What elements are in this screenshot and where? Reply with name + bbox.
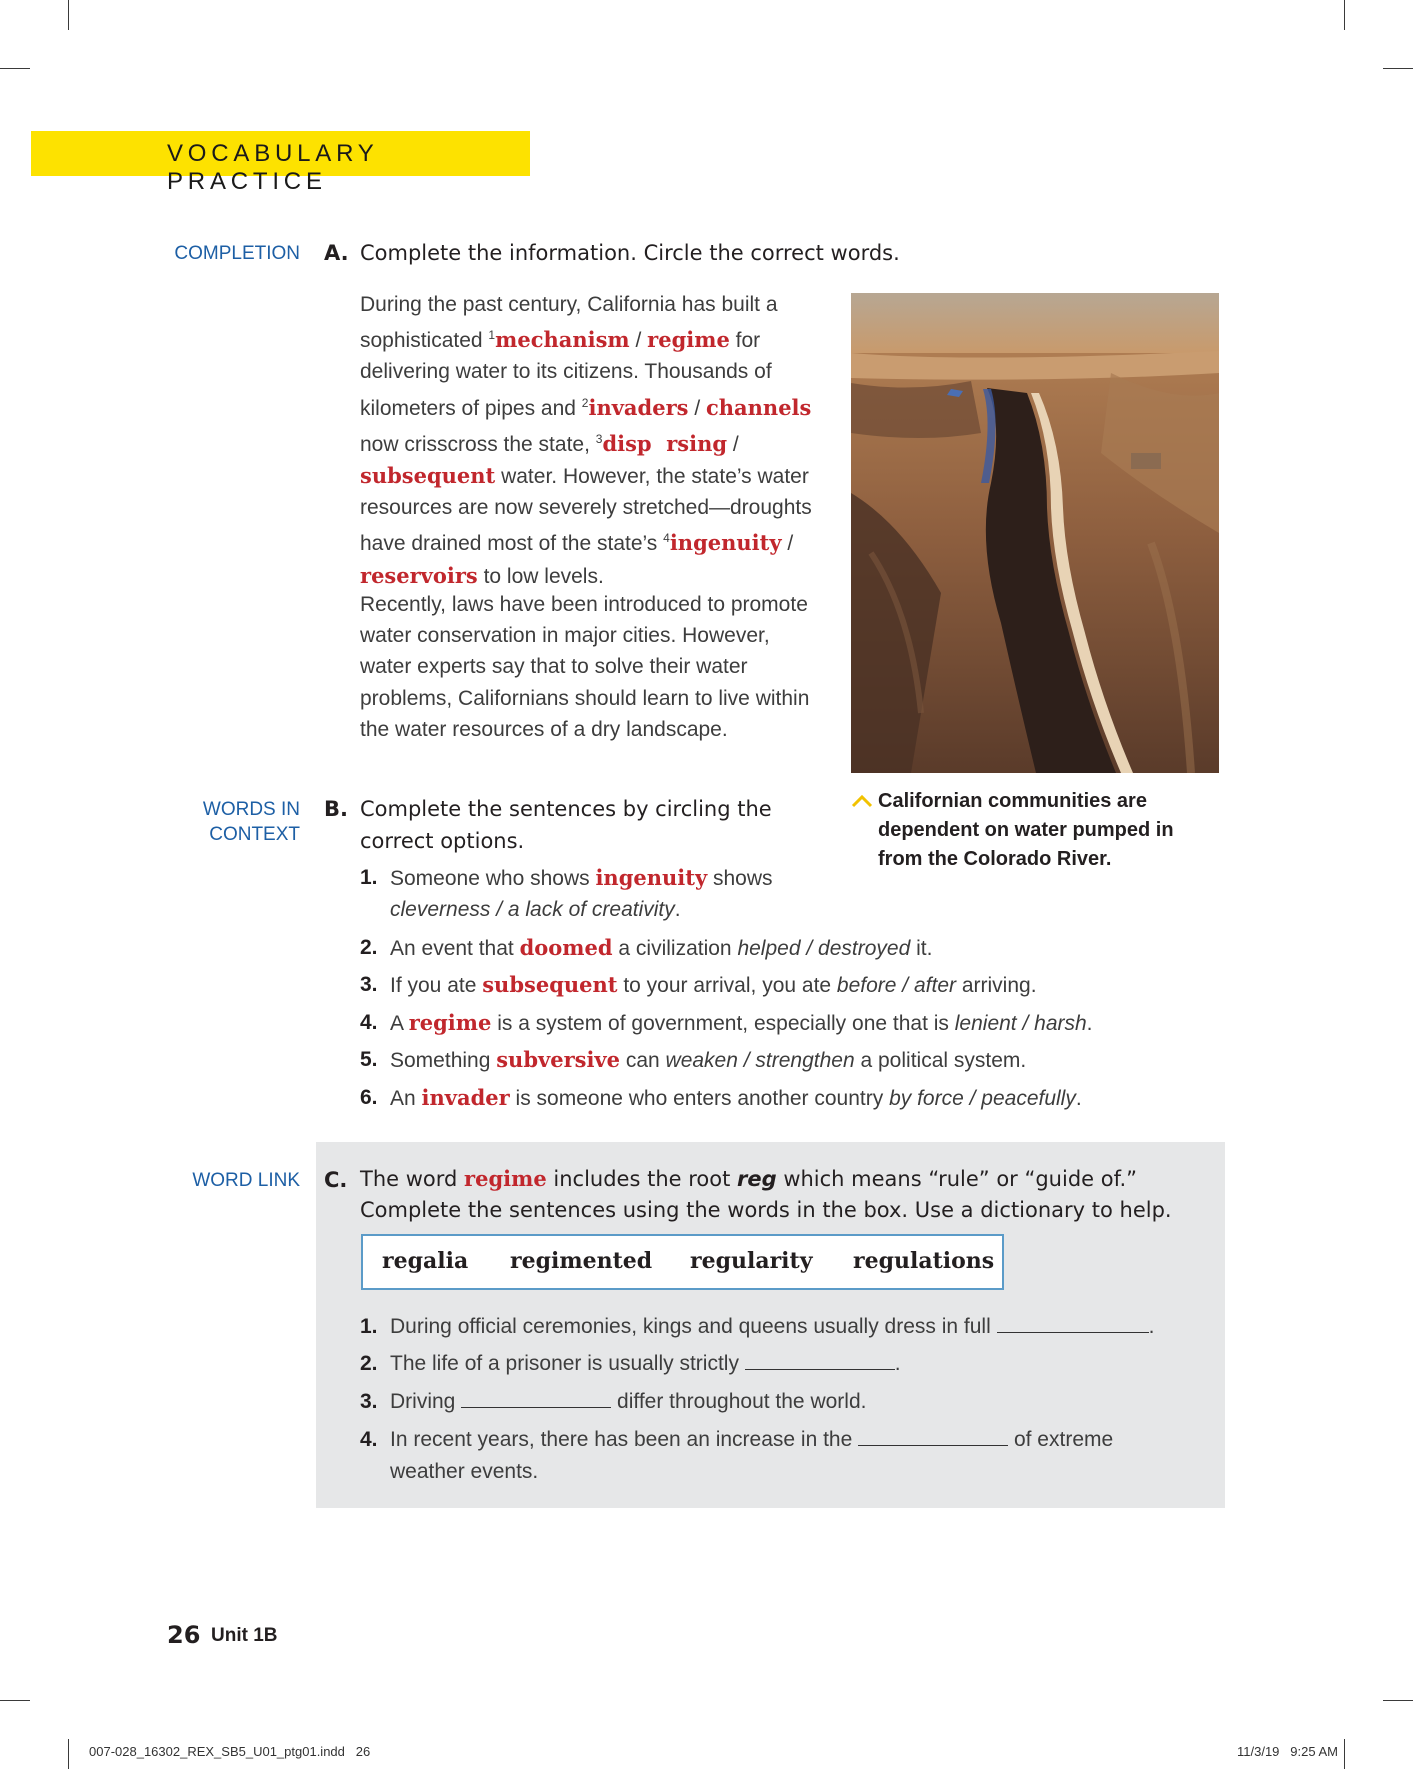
intro-text: which means “rule” or “guide of.” [776,1167,1138,1191]
blank-number: 3 [595,431,603,446]
photo-caption: Californian communities are dependent on water pumped in from the Colorado River. [878,790,1174,870]
word-regularity[interactable]: regularity [690,1248,813,1274]
answer-options[interactable]: lenient / harsh [954,1012,1087,1035]
item-text-pre: Driving [390,1390,462,1413]
side-label-line: CONTEXT [209,824,300,845]
section-a-letter: A. [324,241,349,265]
item-text-end: arriving. [956,974,1037,997]
keyword-regime: regime [464,1166,547,1191]
item-text [390,1044,1026,1077]
root-reg: reg [737,1167,777,1191]
item-text [390,932,932,965]
slash: / [727,432,739,456]
item-text-pre: The life of a prisoner is usually strictly [390,1352,745,1375]
item-number: 4. [360,1428,378,1451]
item-text-post: can [620,1049,666,1072]
item-text: weather events. [390,1460,539,1483]
crop-mark [1344,0,1345,30]
passage-text: During the past century, California has built a sophisticated [360,293,778,353]
item-text-post: is a system of government, especially one that is [491,1012,955,1035]
intro-text: The word [360,1167,465,1191]
item-text-pre: A [390,1012,409,1035]
crop-mark [1344,1739,1345,1769]
colorado-river-aqueduct-photo [851,293,1219,773]
keyword-regime: regime [408,1010,492,1035]
blank-number: 4 [663,531,670,546]
section-c-intro-line-2: Complete the sentences using the words in the box. Use a dictionary to help. [360,1198,1172,1222]
crop-mark [0,1700,30,1701]
answer-blank[interactable] [745,1367,895,1370]
slash: / [688,396,706,420]
item-number: 6. [360,1086,378,1109]
caret-up-icon [851,793,873,809]
slash: / [629,329,648,353]
crop-mark [1383,1700,1413,1701]
option-mechanism[interactable]: mechanism [495,327,630,353]
crop-mark [1383,68,1413,69]
section-header-band [31,131,530,195]
crop-mark [0,68,30,69]
section-b-instruction-line-2: correct options. [360,829,525,853]
passage-text: water. However, the state’s water resources are now severely stretched—droughts have drained most of the state’s [360,465,812,556]
item-text-pre: Something [390,1049,497,1072]
option-reservoirs[interactable]: reservoirs [360,562,478,588]
word-regulations[interactable]: regulations [853,1248,995,1274]
passage-text: to low levels. [477,564,604,588]
passage-paragraph-2: Recently, laws have been introduced to promote water conservation in major cities. However, water experts say that to solve their water problems, Californians should learn to live within the water resources of a dry landscape. [360,593,810,741]
section-c-letter: C. [324,1168,348,1192]
item-text-end: . [1075,1087,1082,1110]
item-number: 1. [360,866,378,889]
option-dispersing[interactable]: disp rsing [602,430,728,456]
item-number: 4. [360,1011,378,1034]
item-text [390,1007,1093,1040]
keyword-invader: invader [421,1085,510,1110]
blank-number: 2 [581,395,589,410]
option-subsequent[interactable]: subsequent [360,463,496,489]
answer-options[interactable]: weaken / strengthen [665,1049,855,1072]
answer-options[interactable]: by force / peacefully [889,1087,1076,1110]
crop-mark [68,0,69,30]
section-c-intro-line-1 [360,1163,1137,1195]
item-text-post: of extreme [1008,1428,1114,1451]
item-text [390,969,1037,1002]
slug-date: 11/3/19 9:25 AM [1237,1744,1338,1759]
section-a-instruction: Complete the information. Circle the correct words. [360,241,900,265]
answer-blank[interactable] [858,1443,1008,1446]
item-text-post: . [894,1352,901,1375]
section-b-letter: B. [324,797,348,821]
word-box [361,1234,1004,1290]
page-number: 26 [167,1621,201,1649]
item-number: 2. [360,1352,378,1375]
item-text [390,862,773,895]
item-text-post: a civilization [612,937,738,960]
item-number: 3. [360,973,378,996]
side-label-line: WORDS IN [202,799,300,820]
intro-text: includes the root [546,1167,737,1191]
word-regalia[interactable]: regalia [382,1248,469,1274]
word-regimented[interactable]: regimented [510,1248,653,1274]
answer-blank[interactable] [997,1330,1149,1333]
item-text-post: . [1148,1315,1155,1338]
unit-label: Unit 1B [211,1625,278,1646]
item-text-pre: If you ate [390,974,483,997]
item-text-post: is someone who enters another country [509,1087,890,1110]
item-text-pre: An event that [390,937,520,960]
passage-text: for delivering water to its citizens. Thousands of kilometers of pipes and [360,329,772,420]
keyword-ingenuity: ingenuity [595,865,708,890]
blank-number: 1 [488,328,496,343]
item-text [390,1386,866,1418]
side-label-words-in-context [203,797,300,847]
item-text [390,1311,1154,1343]
side-label-word-link: WORD LINK [192,1170,300,1191]
item-text-pre: During official ceremonies, kings and queens usually dress in full [390,1315,997,1338]
answer-options[interactable]: cleverness / a lack of creativity [390,898,675,921]
item-text-end: . [674,898,681,921]
item-number: 3. [360,1390,378,1413]
item-text [390,1424,1113,1456]
keyword-subversive: subversive [496,1047,620,1072]
option-channels[interactable]: channels [706,394,812,420]
item-number: 1. [360,1315,378,1338]
item-text-end: . [1086,1012,1093,1035]
item-text-pre: An [390,1087,422,1110]
item-text-pre: In recent years, there has been an increase in the [390,1428,859,1451]
item-text-end: a political system. [854,1049,1027,1072]
option-regime[interactable]: regime [647,327,730,353]
answer-blank[interactable] [461,1405,611,1408]
option-ingenuity[interactable]: ingenuity [669,530,782,556]
item-text [390,894,681,926]
passage-text: now crisscross the state, [360,432,596,456]
item-text-post: differ throughout the world. [611,1390,867,1413]
answer-options[interactable]: before / after [836,974,956,997]
keyword-doomed: doomed [519,935,613,960]
item-number: 5. [360,1048,378,1071]
item-text-post: shows [707,867,773,890]
item-text-post: to your arrival, you ate [617,974,837,997]
item-number: 2. [360,936,378,959]
item-text-end: it. [910,937,933,960]
item-text [390,1082,1082,1115]
section-b-instruction-line-1: Complete the sentences by circling the [360,797,772,821]
item-text [390,1348,901,1380]
passage-paragraph-1 [360,289,830,592]
answer-options[interactable]: helped / destroyed [737,937,911,960]
side-label-completion: COMPLETION [174,243,300,264]
crop-mark [68,1739,69,1769]
keyword-subsequent: subsequent [482,972,618,997]
slug-file-name: 007-028_16302_REX_SB5_U01_ptg01.indd 26 [89,1744,371,1759]
section-title: VOCABULARY PRACTICE [167,140,379,195]
option-invaders[interactable]: invaders [588,394,689,420]
slash: / [781,532,794,556]
item-text-pre: Someone who shows [390,867,596,890]
